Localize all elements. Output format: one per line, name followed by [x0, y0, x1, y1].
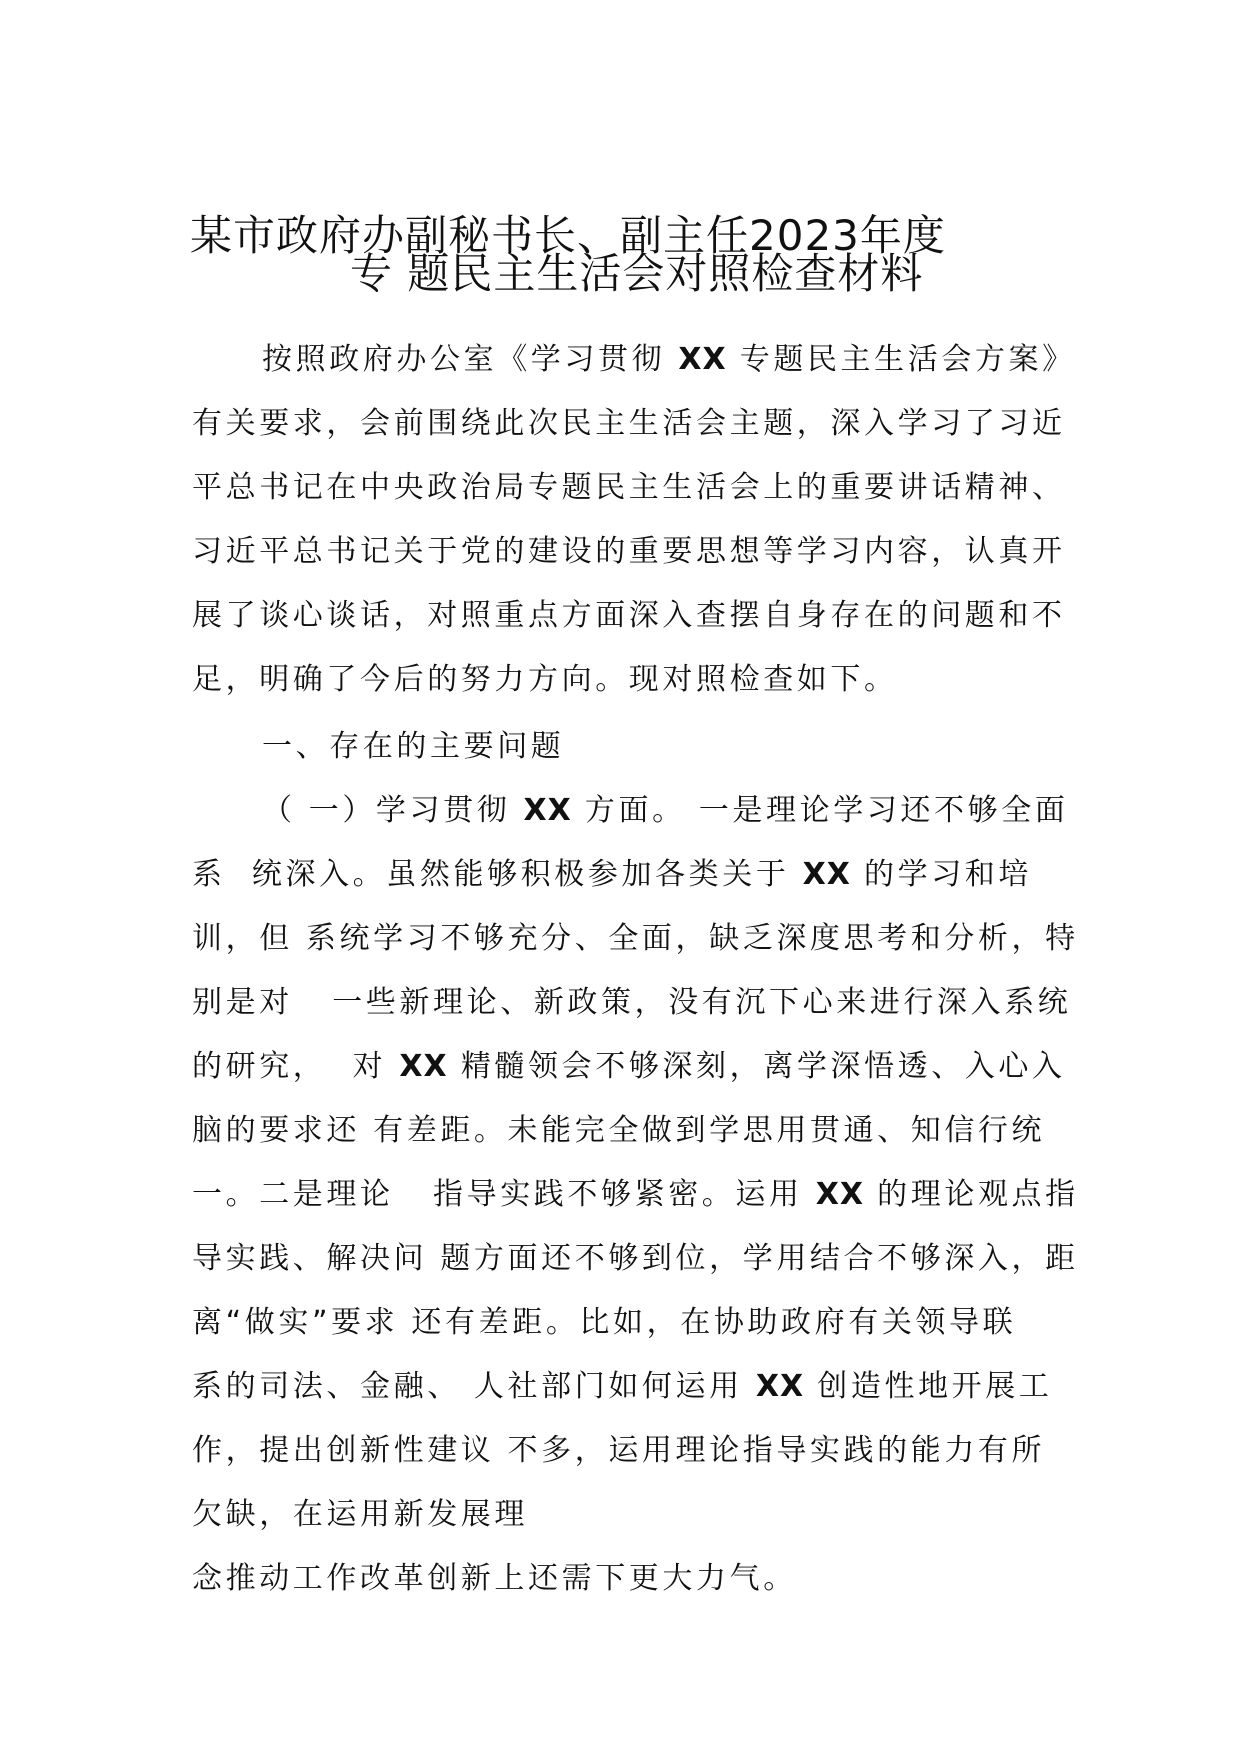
document-body-line: 训，但 系统学习不够充分、全面，缺乏深度思考和分析，特 [192, 921, 1079, 956]
document-body-line: 一、存在的主要问题 [262, 729, 565, 764]
document-body-line: 的研究， 对 XX 精髓领会不够深刻，离学深悟透、入心入 [192, 1049, 1066, 1084]
document-body-line: 展了谈心谈话，对照重点方面深入查摆自身存在的问题和不 [192, 598, 1066, 633]
document-body-line: 导实践、解决问 题方面还不够到位，学用结合不够深入，距 [192, 1241, 1079, 1276]
document-body-line: 系的司法、金融、 人社部门如何运用 XX 创造性地开展工 [192, 1369, 1053, 1404]
document-title-line-1: 某市政府办副秘书长、副主任2023年度 [190, 211, 946, 260]
document-body-line: 平总书记在中央政治局专题民主生活会上的重要讲话精神、 [192, 470, 1066, 505]
document-body-line: 离“做实”要求 还有差距。比如，在协助政府有关领导联 [192, 1305, 1017, 1340]
document-body-line: 别是对 一些新理论、新政策，没有沉下心来进行深入系统 [192, 985, 1072, 1020]
document-body-line: 足，明确了今后的努力方向。现对照检查如下。 [192, 662, 898, 697]
document-body-line: 念推动工作改革创新上还需下更大力气。 [192, 1561, 797, 1596]
document-body-line: 系 统深入。虽然能够积极参加各类关于 XX 的学习和培 [192, 857, 1033, 892]
document-body-line: 习近平总书记关于党的建设的重要思想等学习内容，认真开 [192, 534, 1066, 569]
document-body-line: 有关要求，会前围绕此次民主生活会主题，深入学习了习近 [192, 406, 1066, 441]
document-body-line: 作，提出创新性建议 不多，运用理论指导实践的能力有所 [192, 1433, 1046, 1468]
document-body-line: 欠缺，在运用新发展理 [192, 1497, 528, 1532]
document-body-line: 一。二是理论 指导实践不够紧密。运用 XX 的理论观点指 [192, 1177, 1079, 1212]
document-body-line: 按照政府办公室《学习贯彻 XX 专题民主生活会方案》 [262, 342, 1076, 377]
document-body-line: （ 一）学习贯彻 XX 方面。 一是理论学习还不够全面 [262, 793, 1069, 828]
document-title-line-2: 专 题民主生活会对照检查材料 [350, 249, 924, 298]
document-body-line: 脑的要求还 有差距。未能完全做到学思用贯通、知信行统 [192, 1113, 1046, 1148]
